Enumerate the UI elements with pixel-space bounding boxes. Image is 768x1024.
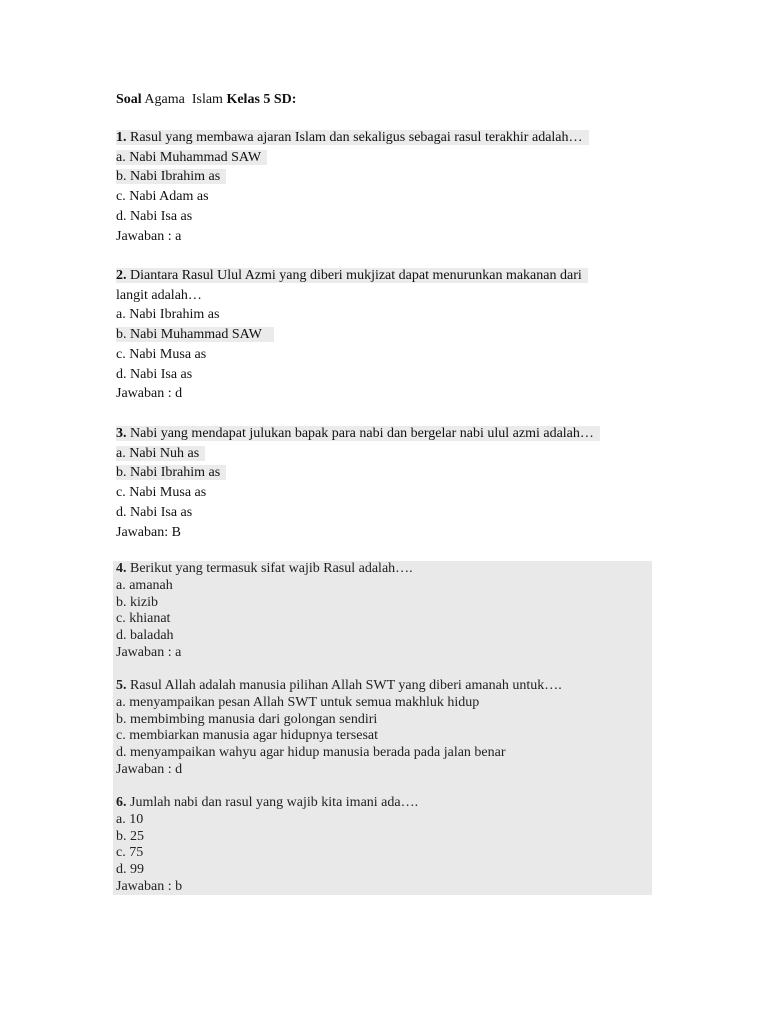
question-4-option-a: a. amanah <box>116 577 173 593</box>
title-prefix: Soal <box>116 92 142 107</box>
question-2-option-a: a. Nabi Ibrahim as <box>116 307 220 323</box>
question-5 <box>116 678 562 779</box>
question-3 <box>116 424 600 542</box>
question-4-option-c: c. khianat <box>116 611 171 627</box>
question-3-option-b: b. Nabi Ibrahim as <box>116 465 226 480</box>
question-2-option-c: c. Nabi Musa as <box>116 346 207 362</box>
question-3-answer: Jawaban: B <box>116 524 181 540</box>
question-4-option-d: d. baladah <box>116 628 174 644</box>
question-1-answer: Jawaban : a <box>116 228 182 244</box>
question-2-option-d: d. Nabi Isa as <box>116 366 193 382</box>
question-3-option-c: c. Nabi Musa as <box>116 485 207 501</box>
question-5-text: 5. Rasul Allah adalah manusia pilihan Allah SWT yang diberi amanah untuk…. <box>116 678 562 693</box>
question-2-option-b: b. Nabi Muhammad SAW <box>116 327 274 342</box>
question-5-option-b: b. membimbing manusia dari golongan sendiri <box>116 711 378 727</box>
title-middle: Agama Islam <box>141 92 227 107</box>
question-1-option-a: a. Nabi Muhammad SAW <box>116 150 267 165</box>
question-3-text: 3. Nabi yang mendapat julukan bapak para nabi dan bergelar nabi ulul azmi adalah… <box>116 426 600 441</box>
question-5-option-c: c. membiarkan manusia agar hidupnya tersesat <box>116 728 379 744</box>
question-2 <box>116 266 588 404</box>
question-4-text: 4. Berikut yang termasuk sifat wajib Rasul adalah…. <box>116 561 413 576</box>
question-1-option-b: b. Nabi Ibrahim as <box>116 169 226 184</box>
question-2-text: 2. Diantara Rasul Ulul Azmi yang diberi mukjizat dapat menurunkan makanan dari <box>116 268 588 283</box>
question-6-option-a: a. 10 <box>116 811 144 827</box>
question-1 <box>116 128 589 246</box>
question-4-option-b: b. kizib <box>116 594 158 610</box>
question-2-text-cont: langit adalah… <box>116 287 202 303</box>
question-4-answer: Jawaban : a <box>116 644 182 660</box>
question-3-option-a: a. Nabi Nuh as <box>116 446 205 461</box>
question-6-option-b: b. 25 <box>116 828 144 844</box>
question-6-option-c: c. 75 <box>116 845 144 861</box>
question-6 <box>116 795 418 896</box>
question-5-option-a: a. menyampaikan pesan Allah SWT untuk semua makhluk hidup <box>116 694 480 710</box>
question-5-answer: Jawaban : d <box>116 761 183 777</box>
question-3-option-d: d. Nabi Isa as <box>116 504 193 520</box>
question-1-text: 1. Rasul yang membawa ajaran Islam dan sekaligus sebagai rasul terakhir adalah… <box>116 130 589 145</box>
question-6-text: 6. Jumlah nabi dan rasul yang wajib kita imani ada…. <box>116 795 419 810</box>
question-6-answer: Jawaban : b <box>116 878 183 894</box>
question-2-answer: Jawaban : d <box>116 386 183 402</box>
question-6-option-d: d. 99 <box>116 862 144 878</box>
title-suffix: Kelas 5 SD: <box>226 92 297 107</box>
question-1-option-c: c. Nabi Adam as <box>116 189 209 205</box>
question-1-option-d: d. Nabi Isa as <box>116 208 193 224</box>
question-5-option-d: d. menyampaikan wahyu agar hidup manusia berada pada jalan benar <box>116 745 506 761</box>
page-title <box>116 90 296 109</box>
question-4 <box>116 561 413 662</box>
